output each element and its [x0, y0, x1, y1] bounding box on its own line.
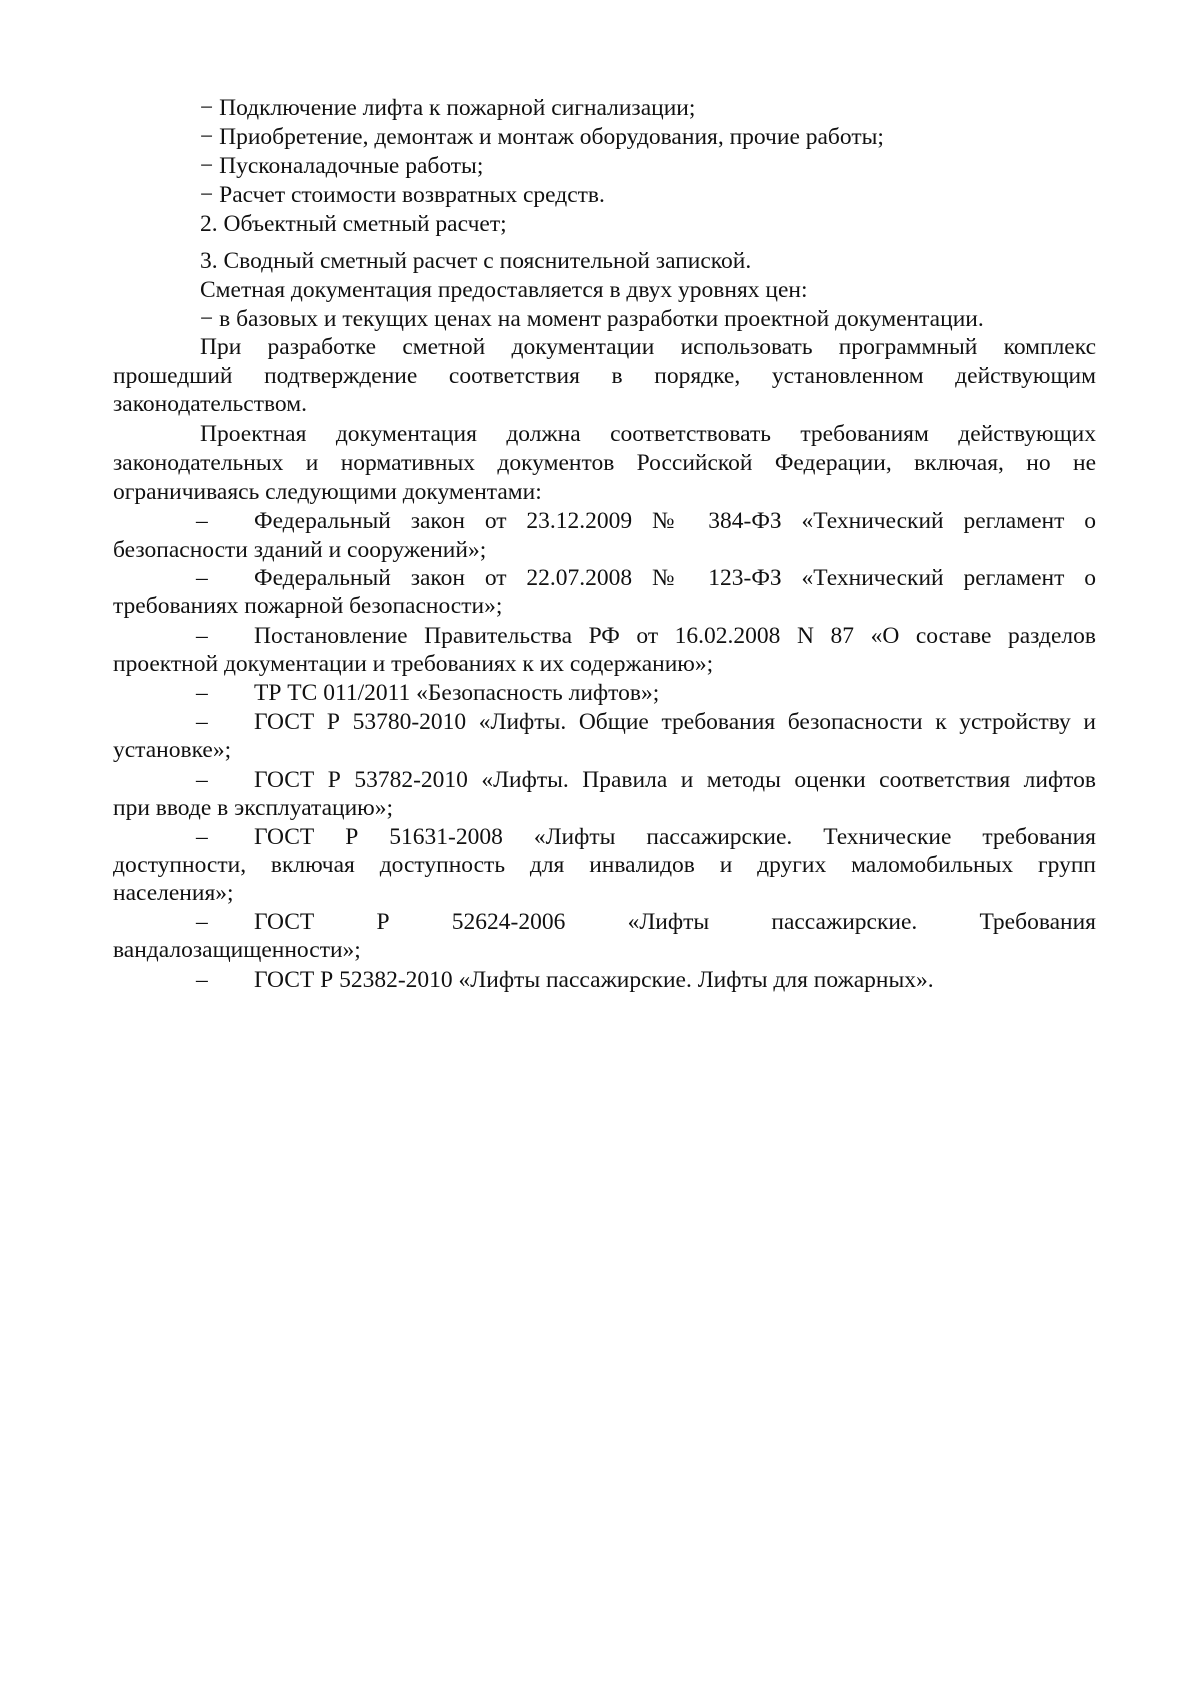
paragraph-line: Проектная документация должна соответствовать требованиям действующих [200, 421, 1096, 447]
paragraph-line: законодательных и нормативных документов Российской Федерации, включая, но не [113, 450, 1096, 476]
paragraph-line: законодательством. [113, 391, 307, 417]
list-item: Федеральный закон от 22.07.2008 № 123-ФЗ «Технический регламент о [254, 565, 1096, 591]
list-dash: – [196, 909, 208, 935]
list-dash: – [196, 565, 208, 591]
list-dash: – [196, 623, 208, 649]
paragraph-line: прошедший подтверждение соответствия в порядке, установленном действующим [113, 363, 1096, 389]
list-item: ГОСТ Р 53782-2010 «Лифты. Правила и методы оценки соответствия лифтов [254, 767, 1096, 793]
list-item-continuation: безопасности зданий и сооружений»; [113, 537, 487, 563]
text-line: 3. Сводный сметный расчет с пояснительной запиской. [200, 248, 752, 274]
text-line: 2. Объектный сметный расчет; [200, 211, 507, 237]
list-item: ГОСТ Р 53780-2010 «Лифты. Общие требования безопасности к устройству и [254, 709, 1096, 735]
list-dash: – [196, 967, 208, 993]
list-item-continuation: установке»; [113, 737, 232, 763]
list-dash: – [196, 709, 208, 735]
list-item: ГОСТ Р 52624-2006 «Лифты пассажирские. Требования [254, 909, 1096, 935]
text-line: Сметная документация предоставляется в двух уровнях цен: [200, 277, 808, 303]
text-line: − Подключение лифта к пожарной сигнализации; [200, 95, 696, 121]
paragraph-line: При разработке сметной документации использовать программный комплекс [200, 334, 1096, 360]
text-line: − Расчет стоимости возвратных средств. [200, 182, 605, 208]
list-item: ГОСТ Р 51631-2008 «Лифты пассажирские. Технические требования [254, 824, 1096, 850]
list-dash: – [196, 824, 208, 850]
list-item-continuation: проектной документации и требованиях к их содержанию»; [113, 651, 714, 677]
list-dash: – [196, 680, 208, 706]
list-item-continuation: доступности, включая доступность для инвалидов и других маломобильных групп [113, 852, 1096, 878]
list-dash: – [196, 767, 208, 793]
list-item-continuation: населения»; [113, 880, 234, 906]
text-line: − в базовых и текущих ценах на момент разработки проектной документации. [200, 306, 984, 332]
list-item: ТР ТС 011/2011 «Безопасность лифтов»; [254, 680, 660, 706]
list-item-continuation: вандалозащищенности»; [113, 937, 361, 963]
text-line: − Приобретение, демонтаж и монтаж оборудования, прочие работы; [200, 124, 884, 150]
paragraph-line: ограничиваясь следующими документами: [113, 479, 542, 505]
text-line: − Пусконаладочные работы; [200, 153, 484, 179]
list-item: Федеральный закон от 23.12.2009 № 384-ФЗ «Технический регламент о [254, 508, 1096, 534]
list-item-continuation: при вводе в эксплуатацию»; [113, 795, 394, 821]
list-item-continuation: требованиях пожарной безопасности»; [113, 593, 503, 619]
list-item: Постановление Правительства РФ от 16.02.2008 N 87 «О составе разделов [254, 623, 1096, 649]
list-dash: – [196, 508, 208, 534]
list-item: ГОСТ Р 52382-2010 «Лифты пассажирские. Лифты для пожарных». [254, 967, 934, 993]
